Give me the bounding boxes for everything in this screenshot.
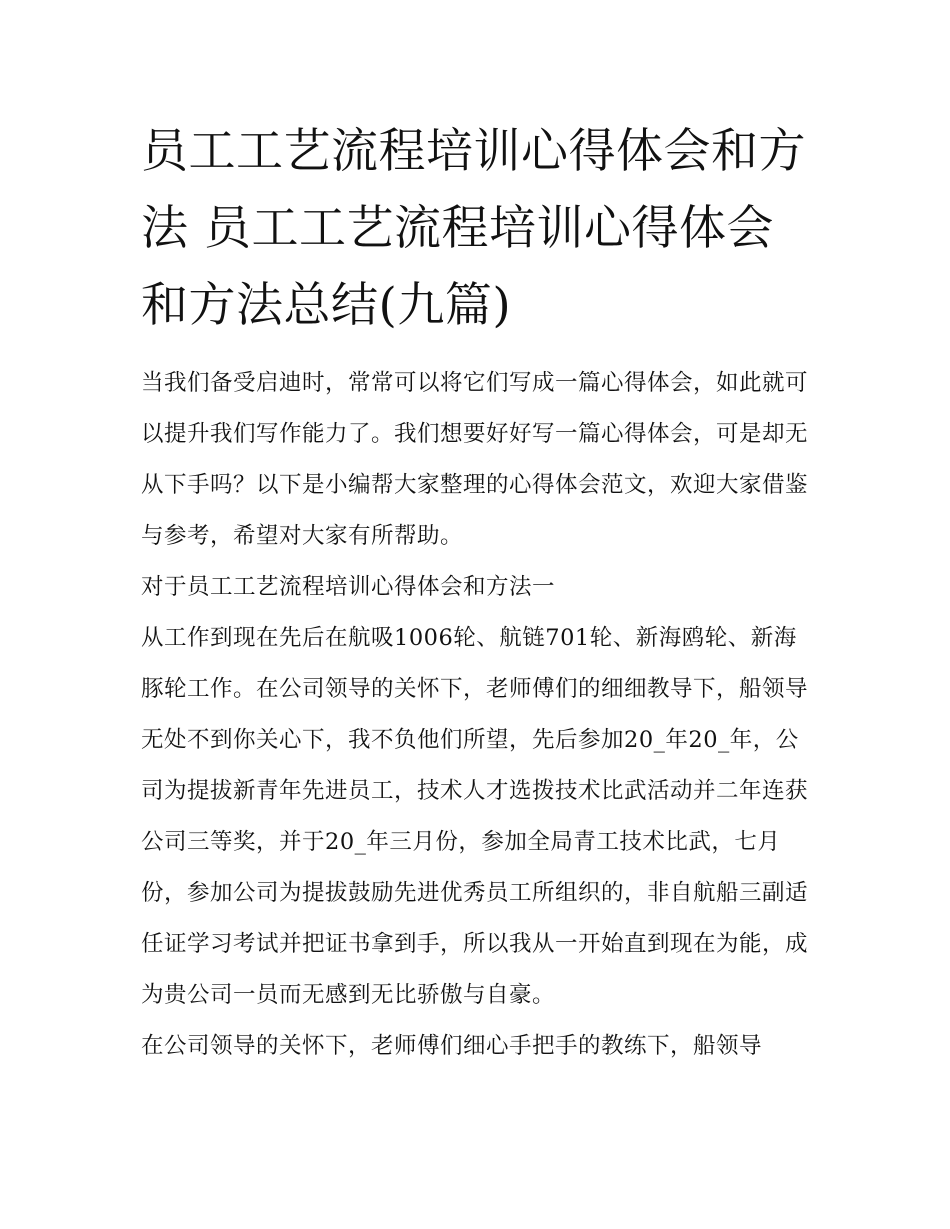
body-paragraph-1: 从工作到现在先后在航吸1006轮、航链701轮、新海鸥轮、新海豚轮工作。在公司领导的关怀下，老师傅们的细细教导下，船领导无处不到你关心下，我不负他们所望，先后参加20_年20_年，公司为提拔新青年先进员工，技术人才选拨技术比武活动并二年连获公司三等奖，并于20_年三月份，参加全局青工技术比武，七月份，参加公司为提拔鼓励先进优秀员工所组织的，非自航船三副适任证学习考试并把证书拿到手，所以我从一开始直到现在为能，成为贵公司一员而无感到无比骄傲与自豪。 <box>141 625 809 1008</box>
intro-paragraph: 当我们备受启迪时，常常可以将它们写成一篇心得体会，如此就可以提升我们写作能力了。我们想要好好写一篇心得体会，可是却无从下手吗？以下是小编帮大家整理的心得体会范文，欢迎大家借鉴与参考，希望对大家有所帮助。 <box>141 370 809 549</box>
document-title: 员工工艺流程培训心得体会和方法 员工工艺流程培训心得体会和方法总结(九篇) <box>141 124 806 333</box>
section-heading: 对于员工工艺流程培训心得体会和方法一 <box>141 574 556 600</box>
body-paragraph-2: 在公司领导的关怀下，老师傅们细心手把手的教练下，船领导 <box>141 1033 763 1059</box>
document-content <box>141 113 813 1072</box>
